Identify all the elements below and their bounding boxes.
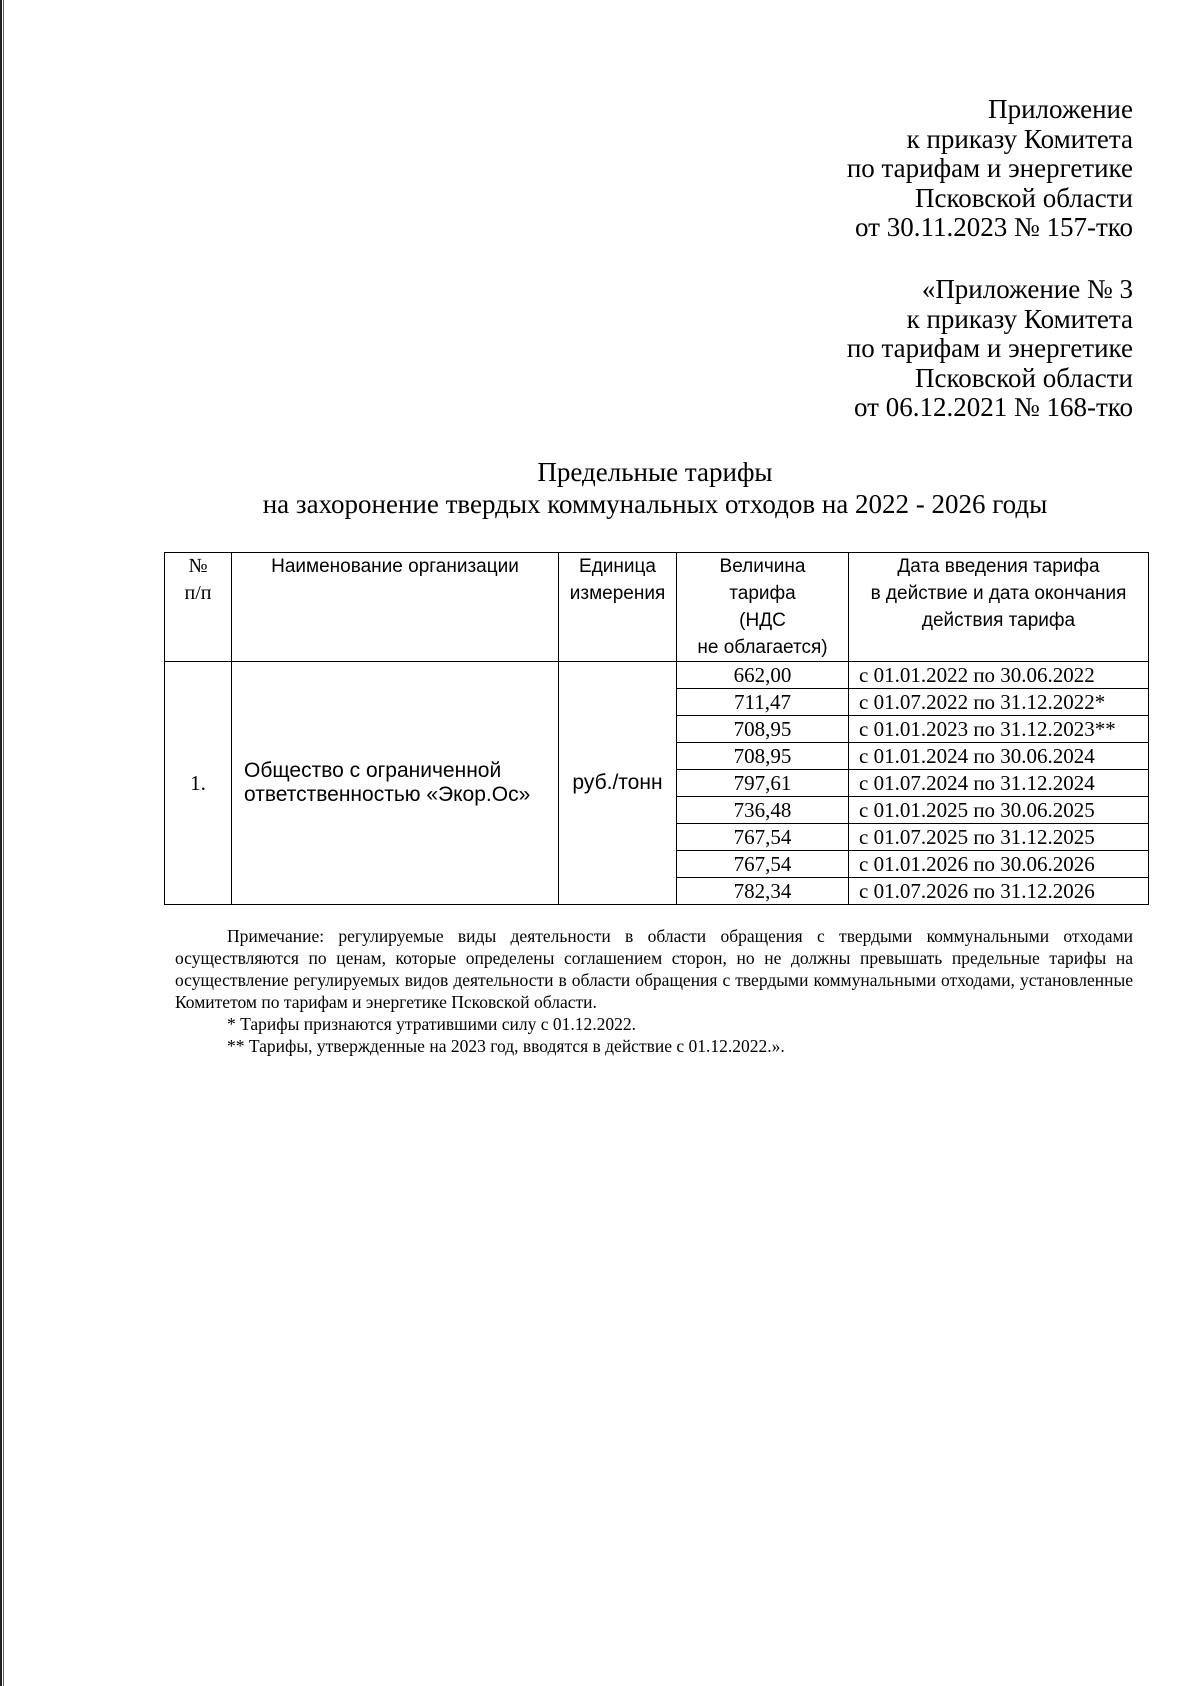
header-period [849,553,1149,662]
header-organization [232,553,559,662]
tariff-table [164,552,1149,905]
tariff-period: с 01.01.2026 по 30.06.2026 [849,851,1149,878]
tariff-value: 708,95 [677,743,849,770]
header-number-line: п/п [184,582,212,604]
table-row [165,662,1149,689]
footnote-single-asterisk: * Тарифы признаются утратившими силу с 01.12.2022. [227,1014,637,1034]
document-title-line1: Предельные тарифы [537,457,773,487]
header-value-line: Величина [719,556,806,577]
entry-organization-line: ответственностью «Экор.Ос» [244,783,531,806]
tariff-value: 767,54 [677,824,849,851]
appendix-line: Приложение [988,94,1133,124]
tariff-value: 662,00 [677,662,849,689]
header-value-line: не облагается) [697,637,828,658]
tariff-value: 711,47 [677,689,849,716]
original-appendix-line: «Приложение № 3 [921,274,1133,304]
header-period-line: Дата введения тарифа [897,556,1100,577]
tariff-period: с 01.01.2024 по 30.06.2024 [849,743,1149,770]
header-number [165,553,232,662]
entry-unit: руб./тонн [559,662,677,905]
entry-organization-line: Общество с ограниченной [244,759,502,782]
original-appendix-line: по тарифам и энергетике [846,333,1133,363]
original-appendix-line: к приказу Комитета [906,303,1133,334]
tariff-value: 797,61 [677,770,849,797]
document-title [0,456,1200,520]
tariff-period: с 01.01.2022 по 30.06.2022 [849,662,1149,689]
appendix-header [847,95,1133,243]
header-value-line: (НДС [739,610,786,631]
appendix-line: по тарифам и энергетике [846,153,1133,183]
header-period-line: в действие и дата окончания [870,583,1127,604]
appendix-line: Псковской области [914,182,1133,213]
table-header-row [165,553,1149,662]
header-unit-line: измерения [569,583,666,604]
header-organization-label: Наименование организации [271,556,519,577]
original-appendix-line: от 06.12.2021 № 168-тко [854,392,1133,422]
footnote-double-asterisk: ** Тарифы, утвержденные на 2023 год, вводятся в действие с 01.12.2022.». [227,1036,785,1056]
header-value-line: тарифа [729,583,796,604]
appendix-line: от 30.11.2023 № 157-тко [855,212,1133,242]
entry-organization [232,662,559,905]
tariff-period: с 01.07.2022 по 31.12.2022* [849,689,1149,716]
tariff-period: с 01.07.2025 по 31.12.2025 [849,824,1149,851]
notes-section [175,925,1133,1057]
tariff-period: с 01.07.2024 по 31.12.2024 [849,770,1149,797]
tariff-period: с 01.01.2025 по 30.06.2025 [849,797,1149,824]
tariff-value: 736,48 [677,797,849,824]
tariff-period: с 01.07.2026 по 31.12.2026 [849,878,1149,905]
tariff-value: 782,34 [677,878,849,905]
tariff-value: 767,54 [677,851,849,878]
original-appendix-line: Псковской области [914,362,1133,393]
header-unit-line: Единица [579,556,656,577]
document-title-line2: на захоронение твердых коммунальных отходов на 2022 - 2026 годы [262,489,1048,519]
header-number-line: № [188,555,208,577]
note-paragraph: Примечание: регулируемые виды деятельности в области обращения с твердыми коммунальными отходами осуществляются по ценам, которые определены соглашением сторон, но не должны превышать предельные тарифы на осуществление регулируемых видов деятельности в области обращения с твердыми коммунальными отходами, установленные Комитетом по тарифам и энергетике Псковской области. [175,926,1133,1012]
tariff-period: с 01.01.2023 по 31.12.2023** [849,716,1149,743]
header-unit [559,553,677,662]
header-value [677,553,849,662]
tariff-value: 708,95 [677,716,849,743]
original-appendix-header [847,275,1133,423]
page-left-edge [0,0,4,1686]
header-period-line: действия тарифа [921,610,1076,631]
appendix-line: к приказу Комитета [906,123,1133,154]
entry-number: 1. [165,662,232,905]
